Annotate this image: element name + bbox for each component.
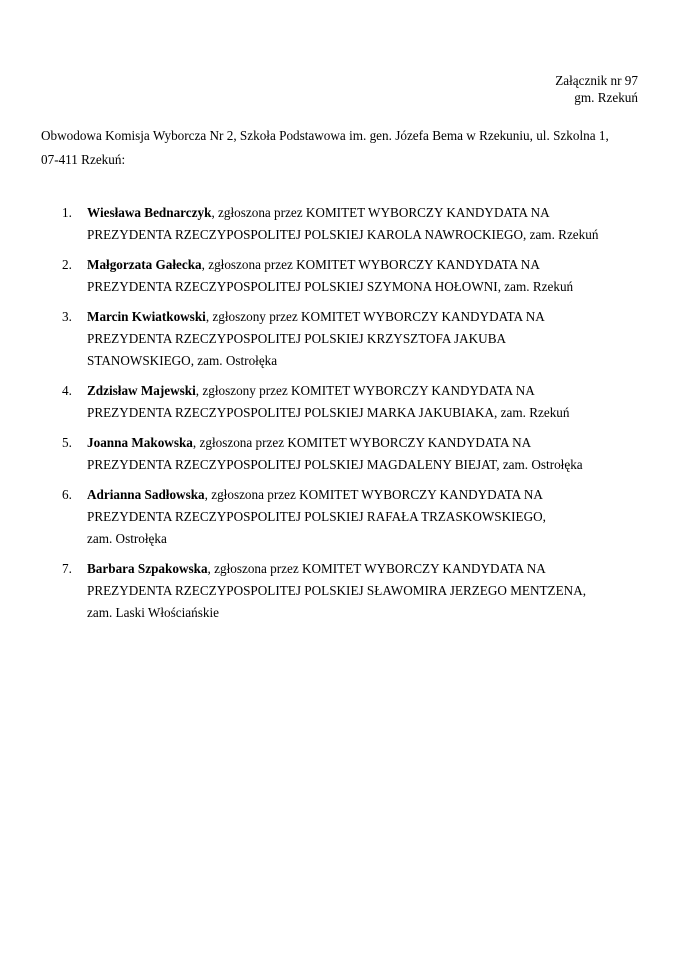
member-name: Wiesława Bednarczyk xyxy=(87,205,212,220)
member-residence: STANOWSKIEGO, zam. Ostrołęka xyxy=(87,353,278,368)
member-details: PREZYDENTA RZECZYPOSPOLITEJ POLSKIEJ SZYMONA HOŁOWNI, zam. Rzekuń xyxy=(87,279,574,294)
member-residence: zam. Laski Włościańskie xyxy=(87,605,219,620)
member-name: Adrianna Sadłowska xyxy=(87,487,205,502)
list-item xyxy=(0,380,679,424)
member-name: Zdzisław Majewski xyxy=(87,383,196,398)
member-details: PREZYDENTA RZECZYPOSPOLITEJ POLSKIEJ SŁAWOMIRA JERZEGO MENTZENA, xyxy=(87,583,587,598)
attachment-number: Załącznik nr 97 xyxy=(555,73,638,88)
list-item xyxy=(0,484,679,550)
list-item xyxy=(0,306,679,372)
member-details: PREZYDENTA RZECZYPOSPOLITEJ POLSKIEJ RAFAŁA TRZASKOWSKIEGO, xyxy=(87,509,546,524)
commission-address xyxy=(41,124,641,172)
member-details: PREZYDENTA RZECZYPOSPOLITEJ POLSKIEJ KAROLA NAWROCKIEGO, zam. Rzekuń xyxy=(87,227,599,242)
list-item-number: 1. xyxy=(62,205,72,220)
member-residence: zam. Ostrołęka xyxy=(87,531,167,546)
commission-address-line-2: 07-411 Rzekuń: xyxy=(41,152,126,167)
list-item-number: 3. xyxy=(62,309,72,324)
list-item-number: 7. xyxy=(62,561,72,576)
members-list xyxy=(0,202,679,632)
list-item xyxy=(0,202,679,246)
member-details: PREZYDENTA RZECZYPOSPOLITEJ POLSKIEJ MARKA JAKUBIAKA, zam. Rzekuń xyxy=(87,405,570,420)
member-nomination: , zgłoszona przez KOMITET WYBORCZY KANDYDATA NA xyxy=(204,487,543,502)
member-name: Małgorzata Gałecka xyxy=(87,257,202,272)
member-nomination: , zgłoszony przez KOMITET WYBORCZY KANDYDATA NA xyxy=(195,383,535,398)
list-item xyxy=(0,432,679,476)
list-item xyxy=(0,558,679,624)
member-name: Marcin Kwiatkowski xyxy=(87,309,206,324)
member-nomination: , zgłoszony przez KOMITET WYBORCZY KANDYDATA NA xyxy=(205,309,545,324)
list-item-number: 6. xyxy=(62,487,72,502)
list-item xyxy=(0,254,679,298)
member-details: PREZYDENTA RZECZYPOSPOLITEJ POLSKIEJ KRZYSZTOFA JAKUBA xyxy=(87,331,507,346)
member-nomination: , zgłoszona przez KOMITET WYBORCZY KANDYDATA NA xyxy=(207,561,546,576)
list-item-number: 4. xyxy=(62,383,72,398)
member-details: PREZYDENTA RZECZYPOSPOLITEJ POLSKIEJ MAGDALENY BIEJAT, zam. Ostrołęka xyxy=(87,457,583,472)
member-nomination: , zgłoszona przez KOMITET WYBORCZY KANDYDATA NA xyxy=(211,205,550,220)
list-item-number: 5. xyxy=(62,435,72,450)
member-name: Joanna Makowska xyxy=(87,435,193,450)
member-nomination: , zgłoszona przez KOMITET WYBORCZY KANDYDATA NA xyxy=(201,257,540,272)
member-nomination: , zgłoszona przez KOMITET WYBORCZY KANDYDATA NA xyxy=(192,435,532,450)
attachment-header xyxy=(555,72,638,106)
list-item-number: 2. xyxy=(62,257,72,272)
municipality-label: gm. Rzekuń xyxy=(574,90,638,105)
member-name: Barbara Szpakowska xyxy=(87,561,208,576)
commission-address-line-1: Obwodowa Komisja Wyborcza Nr 2, Szkoła Podstawowa im. gen. Józefa Bema w Rzekuniu, ul. Szkolna 1, xyxy=(41,128,609,143)
